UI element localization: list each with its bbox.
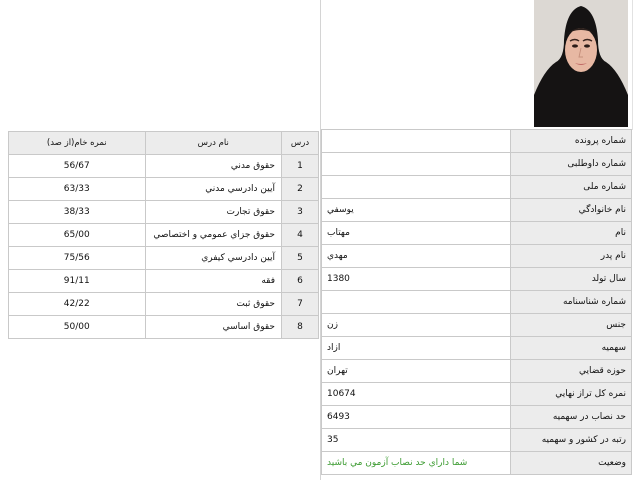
grade-course-name: حقوق تجارت (145, 201, 282, 224)
grade-score: 42/22 (9, 293, 146, 316)
grades-body (9, 155, 319, 339)
header-score: نمره خام(از صد) (9, 132, 146, 155)
grade-course-num: 5 (282, 247, 319, 270)
status-value: شما داراي حد نصاب آزمون مي باشيد (322, 452, 511, 475)
quota-value: ازاد (322, 337, 511, 360)
grade-course-name: آيين دادرسي كيفري (145, 247, 282, 270)
grade-score: 63/33 (9, 178, 146, 201)
info-row-rank (322, 429, 632, 452)
gender-value: زن (322, 314, 511, 337)
info-row-quota (322, 337, 632, 360)
info-row-id-number (322, 291, 632, 314)
grade-row (9, 247, 319, 270)
applicant-number-label: شماره داوطلبی (511, 153, 632, 176)
grade-row (9, 201, 319, 224)
status-label: وضعيت (511, 452, 632, 475)
grade-course-name: حقوق مدني (145, 155, 282, 178)
file-number-label: شماره پرونده (511, 130, 632, 153)
grade-course-name: حقوق جزاي عمومي و اختصاصي (145, 224, 282, 247)
national-id-label: شماره ملی (511, 176, 632, 199)
id-number-label: شماره شناسنامه (511, 291, 632, 314)
file-number-value (322, 130, 511, 153)
quota-label: سهميه (511, 337, 632, 360)
header-course-num: درس (282, 132, 319, 155)
info-row-applicant-number (322, 153, 632, 176)
grade-score: 38/33 (9, 201, 146, 224)
info-row-national-id (322, 176, 632, 199)
father-name-label: نام پدر (511, 245, 632, 268)
last-name-label: نام خانوادگي (511, 199, 632, 222)
first-name-label: نام (511, 222, 632, 245)
grade-course-num: 4 (282, 224, 319, 247)
grade-row (9, 155, 319, 178)
info-row-birth-year (322, 268, 632, 291)
grade-score: 75/56 (9, 247, 146, 270)
quota-threshold-value: 6493 (322, 406, 511, 429)
grade-score: 65/00 (9, 224, 146, 247)
grade-course-num: 6 (282, 270, 319, 293)
candidate-info-table (321, 129, 632, 475)
grade-course-name: فقه (145, 270, 282, 293)
rank-value: 35 (322, 429, 511, 452)
quota-threshold-label: حد نصاب در سهميه (511, 406, 632, 429)
jurisdiction-value: تهران (322, 360, 511, 383)
grade-course-num: 1 (282, 155, 319, 178)
candidate-photo (534, 0, 628, 127)
total-score-label: نمره كل تراز نهايي (511, 383, 632, 406)
info-row-first-name (322, 222, 632, 245)
total-score-value: 10674 (322, 383, 511, 406)
jurisdiction-label: حوزه قضايي (511, 360, 632, 383)
national-id-value (322, 176, 511, 199)
info-row-father-name (322, 245, 632, 268)
grades-header-row (9, 132, 319, 155)
info-row-last-name (322, 199, 632, 222)
info-row-quota-threshold (322, 406, 632, 429)
grade-score: 56/67 (9, 155, 146, 178)
info-row-status (322, 452, 632, 475)
grade-row (9, 224, 319, 247)
father-name-value: مهدي (322, 245, 511, 268)
grades-table (8, 131, 319, 339)
grade-course-name: حقوق ثبت (145, 293, 282, 316)
rank-label: رتبه در كشور و سهميه (511, 429, 632, 452)
grade-row (9, 316, 319, 339)
grade-course-name: آيين دادرسي مدني (145, 178, 282, 201)
first-name-value: مهتاب (322, 222, 511, 245)
grade-course-num: 8 (282, 316, 319, 339)
photo-frame-edge (632, 0, 633, 130)
last-name-value: يوسفي (322, 199, 511, 222)
gender-label: جنس (511, 314, 632, 337)
info-row-gender (322, 314, 632, 337)
grade-row (9, 293, 319, 316)
grade-row (9, 270, 319, 293)
info-row-jurisdiction (322, 360, 632, 383)
info-row-total-score (322, 383, 632, 406)
id-number-value (322, 291, 511, 314)
grade-score: 50/00 (9, 316, 146, 339)
grade-course-name: حقوق اساسي (145, 316, 282, 339)
grade-row (9, 178, 319, 201)
birth-year-label: سال تولد (511, 268, 632, 291)
grade-score: 91/11 (9, 270, 146, 293)
info-row-file-number (322, 130, 632, 153)
header-course-name: نام درس (145, 132, 282, 155)
applicant-number-value (322, 153, 511, 176)
grade-course-num: 7 (282, 293, 319, 316)
birth-year-value: 1380 (322, 268, 511, 291)
grade-course-num: 2 (282, 178, 319, 201)
grade-course-num: 3 (282, 201, 319, 224)
